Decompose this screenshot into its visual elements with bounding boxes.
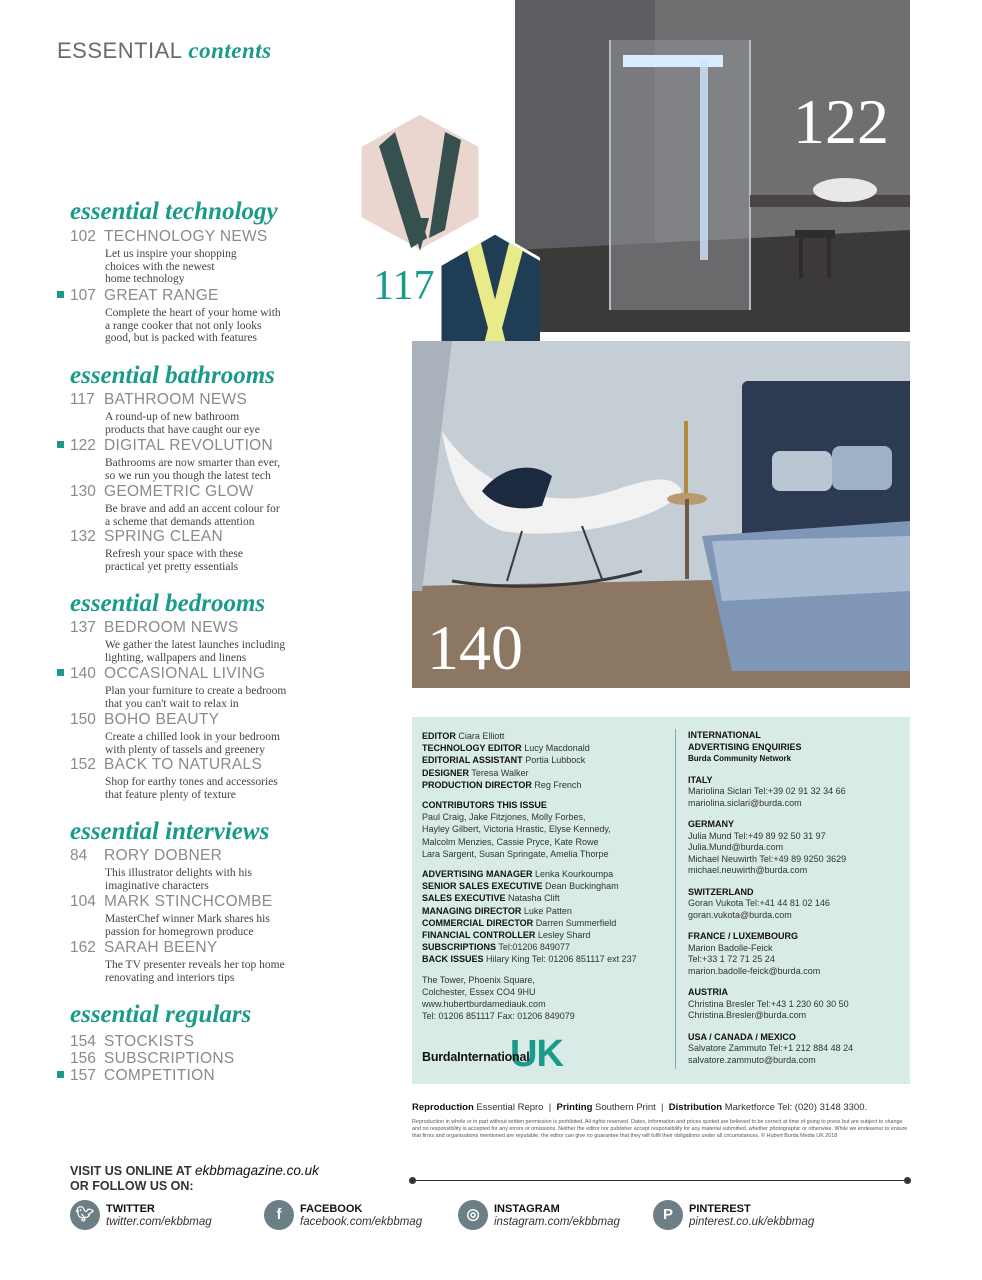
entry-title: BATHROOM NEWS (104, 391, 248, 408)
social-name: TWITTER (106, 1203, 155, 1215)
credit-name: Reg French (534, 779, 582, 790)
country-block (688, 1032, 903, 1067)
social-name: INSTAGRAM (494, 1203, 560, 1215)
contents-entry[interactable] (70, 847, 330, 892)
description-line: with plenty of tassels and greenery (105, 743, 265, 756)
country-contact-line[interactable]: marion.badolle-feick@burda.com (688, 965, 821, 976)
country-block (688, 775, 903, 810)
description-line: products that have caught our eye (105, 423, 260, 436)
contents-entry[interactable] (70, 756, 330, 801)
contents-entry[interactable] (70, 228, 330, 286)
printing-value: Southern Print (595, 1102, 656, 1113)
country-contact-line[interactable]: michael.neuwirth@burda.com (688, 865, 808, 875)
contents-entry[interactable] (70, 665, 330, 710)
section-title: essential technology (70, 198, 278, 225)
entry-title: COMPETITION (104, 1067, 215, 1084)
entry-title: MARK STINCHCOMBE (104, 893, 273, 910)
entry-description (105, 867, 330, 892)
credit-line (422, 953, 677, 965)
instagram-icon: ◎ (458, 1200, 488, 1230)
contents-entry[interactable] (70, 893, 330, 938)
credit-line (422, 892, 677, 904)
credit-line (422, 779, 677, 791)
description-line: a scheme that demands attention (105, 515, 255, 528)
entry-description (105, 913, 330, 938)
description-line: that feature plenty of texture (105, 788, 236, 801)
description-line: Bathrooms are now smarter than ever, (105, 457, 281, 469)
address-line: Tel: 01206 851117 Fax: 01206 849079 (422, 1011, 575, 1022)
logo-text: BurdaInternational (422, 1050, 530, 1064)
entry-page-number: 140 (70, 665, 96, 682)
bedroom-page-number: 140 (427, 612, 523, 683)
description-line: This illustrator delights with his (105, 867, 252, 879)
credit-line (422, 742, 677, 754)
credit-name: Darren Summerfield (535, 917, 617, 928)
footer-rule (412, 1180, 908, 1181)
reproduction-label: Reproduction (412, 1102, 474, 1113)
country-contact-line: Tel:+33 1 72 71 25 24 (688, 954, 775, 964)
country-contact-line: Christina Bresler Tel:+43 1 230 60 30 50 (688, 998, 849, 1009)
credit-role: BACK ISSUES (422, 954, 484, 965)
social-handle[interactable]: pinterest.co.uk/ekbbmag (689, 1216, 815, 1228)
header-prefix: ESSENTIAL (57, 38, 182, 63)
country-block (688, 887, 903, 922)
contents-entry[interactable] (70, 619, 330, 664)
entry-page-number: 102 (70, 228, 96, 245)
entry-page-number: 122 (70, 437, 96, 454)
credit-line (422, 754, 677, 766)
entry-title: BOHO BEAUTY (104, 711, 220, 728)
contents-entry[interactable] (70, 391, 330, 436)
entry-page-number: 156 (70, 1050, 96, 1067)
address-line: The Tower, Phoenix Square, (422, 974, 535, 985)
credit-name: Natasha Clift (508, 893, 560, 904)
country-name: AUSTRIA (688, 987, 728, 997)
burda-international-logo (422, 1033, 582, 1075)
entry-description (105, 731, 330, 756)
entry-description (105, 548, 330, 573)
credit-name: Portia Lubbock (525, 755, 586, 766)
description-line: Shop for earthy tones and accessories (105, 776, 278, 788)
credit-name: Teresa Walker (471, 767, 529, 778)
contributors-line: Lara Sargent, Susan Springate, Amelia Thorpe (422, 848, 609, 859)
credit-line (422, 929, 677, 941)
contributors-block (422, 799, 677, 860)
entry-page-number: 157 (70, 1067, 96, 1084)
country-block (688, 987, 903, 1022)
legal-fine-print: Reproduction in whole or in part without written permission is prohibited. All rights reserved. Dates, information and prices quoted are believed to be correct at time of going to press but are subject to change and no responsibility is accepted for any errors or omissions. Neither the editor nor publisher accept responsibility for any material submitted, whether photographic or otherwise. While we endeavour to ensure that firms and organisations mentioned are reputable, the editor can give no guarantee that they will fulfil their obligations under all circumstances. © Hubert Burda Media UK 2018 (412, 1119, 908, 1139)
description-line: lighting, wallpapers and linens (105, 651, 247, 664)
credits-staff-block (422, 730, 677, 791)
description-line: Let us inspire your shopping (105, 248, 237, 260)
entry-page-number: 117 (70, 391, 95, 408)
country-contact-line: Michael Neuwirth Tel:+49 89 9250 3629 (688, 853, 847, 864)
contents-entry[interactable] (70, 1067, 310, 1085)
entry-description (105, 503, 330, 528)
entry-title: TECHNOLOGY NEWS (104, 228, 268, 245)
credit-role: SUBSCRIPTIONS (422, 942, 497, 953)
description-line: passion for homegrown produce (105, 925, 254, 938)
contributors-line: Paul Craig, Jake Fitzjones, Molly Forbes, (422, 812, 586, 823)
credit-name: Hilary King Tel: 01206 851117 ext 237 (486, 954, 637, 965)
credit-line (422, 730, 677, 742)
description-line: Plan your furniture to create a bedroom (105, 685, 287, 697)
entry-title: OCCASIONAL LIVING (104, 665, 266, 682)
contents-entry[interactable] (70, 528, 330, 573)
entry-page-number: 162 (70, 939, 96, 956)
website-link[interactable]: ekbbmagazine.co.uk (195, 1163, 319, 1178)
entry-page-number: 137 (70, 619, 96, 636)
credit-line (422, 868, 677, 880)
visit-online (70, 1163, 319, 1194)
entry-page-number: 130 (70, 483, 96, 500)
bathroom-photo (515, 0, 910, 332)
entry-title: GEOMETRIC GLOW (104, 483, 254, 500)
entry-page-number: 84 (70, 847, 88, 864)
follow-label: OR FOLLOW US ON: (70, 1179, 194, 1193)
social-handle[interactable]: facebook.com/ekbbmag (300, 1216, 423, 1228)
credit-line (422, 767, 677, 779)
entry-page-number: 152 (70, 756, 96, 773)
address-line[interactable]: www.hubertburdamediauk.com (422, 999, 546, 1010)
credit-role: EDITORIAL ASSISTANT (422, 755, 523, 766)
description-line: Create a chilled look in your bedroom (105, 731, 281, 743)
entry-description (105, 411, 330, 436)
country-name: FRANCE / LUXEMBOURG (688, 931, 798, 941)
credit-line (422, 941, 677, 953)
entry-title: SARAH BEENY (104, 939, 218, 956)
country-contact-line: Julia Mund Tel:+49 89 92 50 31 97 (688, 830, 826, 841)
description-line: Complete the heart of your home with (105, 307, 281, 319)
credit-line (422, 917, 677, 929)
country-name: SWITZERLAND (688, 886, 754, 897)
description-line: home technology (105, 273, 185, 286)
address-block (422, 974, 677, 1023)
description-line: imaginative characters (105, 879, 209, 892)
credit-name: Lenka Kourkoumpa (535, 869, 614, 880)
credits-staff-column (422, 730, 677, 1030)
description-line: good, but is packed with features (105, 332, 258, 345)
entry-description (105, 959, 330, 984)
credit-line (422, 905, 677, 917)
contributors-line: Hayley Gilbert, Victoria Hrastic, Elyse Kennedy, (422, 824, 611, 835)
credit-role: SALES EXECUTIVE (422, 893, 506, 904)
bedroom-photo (412, 341, 910, 688)
printing-label: Printing (556, 1102, 593, 1113)
credits-box (412, 717, 910, 1084)
entry-page-number: 132 (70, 528, 96, 545)
country-block (688, 819, 903, 877)
section-title: essential regulars (70, 1001, 252, 1028)
credits-international-column (688, 730, 903, 1076)
description-line: Refresh your space with these (105, 548, 243, 560)
credit-name: Luke Patten (523, 905, 572, 916)
distribution-value: Marketforce Tel: (020) 3148 3300. (724, 1102, 868, 1113)
entry-description (105, 307, 330, 345)
contributors-line: Malcolm Menzies, Cassie Pryce, Kate Rowe (422, 836, 599, 847)
facebook-icon: f (264, 1200, 294, 1230)
contents-entry[interactable] (70, 1050, 310, 1068)
entry-title: STOCKISTS (104, 1033, 195, 1050)
social-handle[interactable]: twitter.com/ekbbmag (106, 1216, 212, 1228)
header-emphasis: contents (188, 38, 272, 63)
feature-bullet (57, 669, 64, 676)
feature-bullet (57, 1071, 64, 1078)
country-name: ITALY (688, 774, 713, 785)
credit-role: FINANCIAL CONTROLLER (422, 930, 536, 941)
credit-name: Lesley Shard (537, 930, 591, 941)
entry-title: GREAT RANGE (104, 287, 219, 304)
distribution-label: Distribution (668, 1102, 723, 1113)
country-block (688, 931, 903, 977)
contents-entry[interactable] (70, 939, 330, 984)
credit-line (422, 880, 677, 892)
entry-description (105, 639, 330, 664)
description-line: MasterChef winner Mark shares his (105, 913, 270, 925)
contents-entry[interactable] (70, 483, 330, 528)
credits-divider (675, 729, 676, 1069)
credit-role: DESIGNER (422, 767, 470, 778)
country-contact-line: Goran Vukota Tel:+41 44 81 02 146 (688, 898, 830, 908)
credit-name: Ciara Elliott (458, 731, 505, 741)
visit-label: VISIT US ONLINE AT (70, 1164, 192, 1178)
twitter-icon: 🐦︎ (70, 1200, 100, 1230)
entry-title: SPRING CLEAN (104, 528, 224, 545)
entry-title: SUBSCRIPTIONS (104, 1050, 235, 1067)
credit-role: ADVERTISING MANAGER (422, 869, 533, 880)
credit-role: EDITOR (422, 731, 456, 741)
contributors-label: CONTRIBUTORS THIS ISSUE (422, 800, 547, 811)
bathroom-page-number: 122 (793, 86, 889, 157)
bathroom-illustration (515, 0, 910, 332)
contents-entry[interactable] (70, 287, 330, 345)
contents-entry[interactable] (70, 1033, 310, 1051)
country-name: USA / CANADA / MEXICO (688, 1031, 796, 1042)
social-name: FACEBOOK (300, 1203, 363, 1215)
entry-title: BACK TO NATURALS (104, 756, 263, 773)
credits-business-block (422, 868, 677, 966)
description-line: practical yet pretty essentials (105, 560, 239, 573)
page-header (57, 38, 272, 64)
credit-name: Lucy Macdonald (524, 743, 590, 754)
credit-role: TECHNOLOGY EDITOR (422, 743, 522, 754)
country-contact-line[interactable]: Julia.Mund@burda.com (688, 842, 784, 852)
description-line: so we run you though the latest tech (105, 469, 271, 482)
description-line: that you can't wait to relax in (105, 697, 239, 710)
entry-page-number: 107 (70, 287, 96, 304)
section-title: essential bathrooms (70, 362, 275, 389)
address-line: Colchester, Essex CO4 9HU (422, 986, 536, 997)
entry-description (105, 776, 330, 801)
description-line: Be brave and add an accent colour for (105, 503, 280, 515)
entry-page-number: 154 (70, 1033, 96, 1050)
entry-page-number: 104 (70, 893, 96, 910)
entry-title: BEDROOM NEWS (104, 619, 239, 636)
international-title-line: ADVERTISING ENQUIRIES (688, 741, 802, 752)
international-title-line: INTERNATIONAL (688, 730, 761, 740)
social-handle[interactable]: instagram.com/ekbbmag (494, 1216, 620, 1228)
pinterest-icon: P (653, 1200, 683, 1230)
logo-uk: UK (510, 1033, 563, 1075)
description-line: renovating and interiors tips (105, 971, 235, 984)
credit-role: COMMERCIAL DIRECTOR (422, 917, 534, 928)
country-contact-line: Mariolina Siclari Tel:+39 02 91 32 34 66 (688, 786, 846, 796)
credit-role: SENIOR SALES EXECUTIVE (422, 881, 543, 892)
entry-page-number: 150 (70, 711, 96, 728)
country-name: GERMANY (688, 819, 735, 829)
credit-name: Dean Buckingham (545, 881, 619, 892)
country-contact-line: Marion Badolle-Feick (688, 942, 773, 953)
description-line: a range cooker that not only looks (105, 319, 262, 332)
entry-description (105, 457, 330, 482)
description-line: The TV presenter reveals her top home (105, 959, 285, 971)
country-contact-line[interactable]: mariolina.siclari@burda.com (688, 797, 802, 808)
social-name: PINTEREST (689, 1203, 751, 1215)
feature-bullet (57, 441, 64, 448)
country-contact-line[interactable]: goran.vukota@burda.com (688, 909, 792, 920)
description-line: choices with the newest (105, 260, 215, 273)
reproduction-line: Reproduction Essential Repro | Printing Southern Print | Distribution Marketforce Tel: (020) 3148 3300. (412, 1102, 868, 1113)
international-subtitle: Burda Community Network (688, 754, 792, 763)
entry-title: DIGITAL REVOLUTION (104, 437, 274, 454)
international-heading (688, 730, 903, 765)
section-title: essential bedrooms (70, 590, 266, 617)
hexagon-page-number: 117 (373, 263, 435, 309)
entry-description (105, 685, 330, 710)
country-contact-line[interactable]: salvatore.zammuto@burda.com (688, 1054, 816, 1065)
country-contact-line: Salvatore Zammuto Tel:+1 212 884 48 24 (688, 1043, 854, 1053)
credit-role: PRODUCTION DIRECTOR (422, 779, 532, 790)
entry-description (105, 248, 330, 286)
credit-name: Tel:01206 849077 (498, 942, 570, 953)
description-line: We gather the latest launches including (105, 639, 286, 651)
description-line: A round-up of new bathroom (105, 411, 240, 423)
reproduction-value: Essential Repro (476, 1102, 544, 1113)
country-contact-line[interactable]: Christina.Bresler@burda.com (688, 1010, 807, 1020)
section-title: essential interviews (70, 818, 270, 845)
contents-entry[interactable] (70, 437, 330, 482)
contents-entry[interactable] (70, 711, 330, 756)
entry-title: RORY DOBNER (104, 847, 223, 864)
feature-bullet (57, 291, 64, 298)
credit-role: MANAGING DIRECTOR (422, 905, 522, 916)
